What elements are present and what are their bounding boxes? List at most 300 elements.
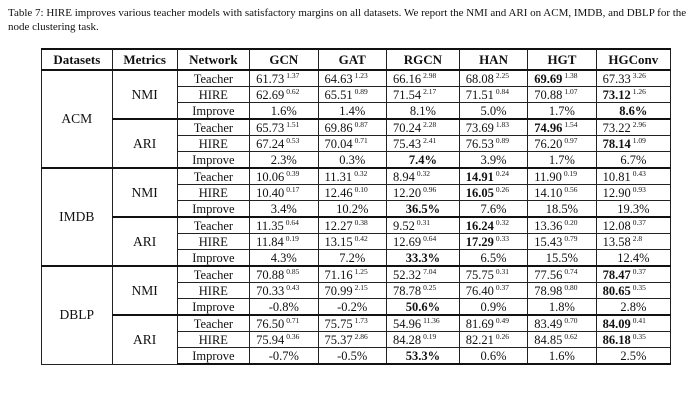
value-text: 65.73 [256, 120, 285, 135]
std-deviation: 0.33 [495, 233, 510, 243]
std-deviation: 1.26 [632, 86, 646, 96]
value-cell [318, 201, 386, 218]
value-cell [250, 168, 318, 185]
value-cell [596, 315, 670, 332]
value-cell [250, 119, 318, 136]
network-name-cell: Teacher [177, 315, 249, 332]
std-deviation: 0.37 [495, 282, 510, 292]
network-name-cell: Improve [177, 201, 249, 218]
column-header: GCN [250, 49, 318, 70]
value-cell [596, 168, 670, 185]
std-deviation: 0.37 [632, 217, 646, 227]
value-text: 64.63 [324, 71, 353, 86]
value-text: -0.7% [268, 348, 299, 363]
value-text: 84.28 [392, 332, 422, 347]
value-cell [459, 152, 527, 169]
network-name-cell: Improve [177, 250, 249, 267]
value-cell [318, 234, 386, 250]
std-deviation: 0.62 [564, 331, 578, 341]
network-name-cell: Improve [177, 299, 249, 316]
value-cell [596, 283, 670, 299]
value-text: 50.6% [405, 299, 441, 314]
value-text: 1.7% [548, 152, 575, 167]
std-deviation: 1.51 [286, 119, 300, 129]
value-text: 1.8% [548, 299, 575, 314]
value-text: 7.6% [480, 201, 507, 216]
value-cell [528, 266, 596, 283]
value-text: 73.69 [465, 120, 494, 135]
value-cell [386, 201, 459, 218]
value-text: 16.24 [465, 218, 494, 233]
dataset-name-cell: ACM [42, 70, 113, 168]
value-text: 8.6% [619, 103, 648, 118]
value-cell [528, 234, 596, 250]
value-text: 52.32 [392, 267, 422, 282]
value-text: 70.88 [534, 87, 563, 102]
std-deviation: 2.25 [495, 70, 510, 80]
value-text: 78.98 [534, 283, 563, 298]
value-text: 12.90 [602, 185, 631, 200]
value-text: 13.15 [324, 234, 353, 249]
network-name-cell: HIRE [177, 332, 249, 348]
value-cell [386, 250, 459, 267]
value-cell [386, 70, 459, 87]
value-text: 76.40 [465, 283, 494, 298]
std-deviation: 0.53 [286, 135, 300, 145]
value-cell [459, 315, 527, 332]
std-deviation: 1.38 [564, 70, 578, 80]
value-text: 4.3% [270, 250, 297, 265]
std-deviation: 1.23 [354, 70, 368, 80]
value-cell [318, 299, 386, 316]
std-deviation: 0.26 [495, 184, 510, 194]
value-text: 0.3% [339, 152, 366, 167]
value-cell [250, 152, 318, 169]
value-cell [318, 168, 386, 185]
std-deviation: 0.64 [423, 233, 437, 243]
value-text: 15.5% [545, 250, 579, 265]
network-name-cell: HIRE [177, 136, 249, 152]
value-cell [318, 315, 386, 332]
std-deviation: 0.79 [564, 233, 578, 243]
value-text: 75.75 [465, 267, 494, 282]
value-text: 33.3% [405, 250, 441, 265]
column-header: Metrics [112, 49, 177, 70]
std-deviation: 0.38 [354, 217, 368, 227]
value-text: 66.16 [392, 71, 422, 86]
std-deviation: 0.49 [495, 315, 510, 325]
value-cell [528, 332, 596, 348]
value-cell [596, 250, 670, 267]
std-deviation: 0.42 [354, 233, 368, 243]
value-cell [318, 283, 386, 299]
std-deviation: 0.74 [564, 266, 578, 276]
std-deviation: 0.64 [285, 217, 299, 227]
metric-name-cell: NMI [112, 266, 177, 315]
value-cell [386, 299, 459, 316]
value-cell [250, 87, 318, 103]
value-cell [386, 217, 459, 234]
value-text: 8.94 [392, 169, 415, 184]
value-text: 36.5% [405, 201, 441, 216]
std-deviation: 0.31 [416, 217, 430, 227]
value-cell [528, 152, 596, 169]
std-deviation: 2.8 [632, 233, 643, 243]
std-deviation: 2.41 [423, 135, 437, 145]
std-deviation: 7.04 [423, 266, 437, 276]
value-cell [596, 217, 670, 234]
value-text: 1.6% [270, 103, 297, 118]
value-cell [459, 234, 527, 250]
value-text: 19.3% [617, 201, 650, 216]
std-deviation: 0.26 [495, 331, 510, 341]
value-text: 83.49 [534, 316, 563, 331]
table-row [42, 217, 671, 234]
value-cell [250, 136, 318, 152]
std-deviation: 0.41 [632, 315, 646, 325]
value-text: 70.04 [324, 136, 353, 151]
value-cell [318, 250, 386, 267]
value-cell [596, 201, 670, 218]
std-deviation: 3.26 [632, 70, 646, 80]
column-header: Network [177, 49, 249, 70]
value-cell [386, 332, 459, 348]
value-cell [528, 250, 596, 267]
std-deviation: 1.09 [632, 135, 646, 145]
value-text: 71.51 [465, 87, 494, 102]
value-text: 53.3% [405, 348, 441, 363]
value-cell [318, 103, 386, 120]
std-deviation: 0.62 [286, 86, 300, 96]
value-cell [318, 70, 386, 87]
value-cell [250, 185, 318, 201]
network-name-cell: Improve [177, 152, 249, 169]
value-text: 12.69 [392, 234, 422, 249]
value-text: 7.2% [339, 250, 366, 265]
value-text: 2.8% [620, 299, 647, 314]
value-cell [250, 283, 318, 299]
value-text: 69.86 [324, 120, 353, 135]
std-deviation: 0.10 [354, 184, 368, 194]
value-text: 12.08 [602, 218, 631, 233]
value-cell [459, 250, 527, 267]
std-deviation: 0.89 [495, 135, 510, 145]
std-deviation: 0.89 [354, 86, 368, 96]
value-cell [386, 315, 459, 332]
value-text: 12.46 [324, 185, 353, 200]
value-text: 73.22 [602, 120, 631, 135]
value-text: 84.85 [534, 332, 563, 347]
value-text: 18.5% [545, 201, 579, 216]
value-cell [528, 87, 596, 103]
network-name-cell: Teacher [177, 70, 249, 87]
std-deviation: 2.15 [354, 282, 368, 292]
value-cell [459, 348, 527, 365]
value-cell [596, 103, 670, 120]
value-text: 1.7% [548, 103, 575, 118]
column-header: HGT [528, 49, 596, 70]
value-cell [250, 70, 318, 87]
std-deviation: 0.97 [564, 135, 578, 145]
value-cell [459, 283, 527, 299]
std-deviation: 0.43 [632, 168, 646, 178]
value-text: 54.96 [392, 316, 422, 331]
value-cell [459, 217, 527, 234]
std-deviation: 0.19 [563, 168, 578, 178]
value-text: 80.65 [602, 283, 631, 298]
value-text: 62.69 [256, 87, 285, 102]
value-text: 75.43 [392, 136, 422, 151]
value-text: 8.1% [409, 103, 436, 118]
network-name-cell: HIRE [177, 234, 249, 250]
value-text: 78.14 [602, 136, 631, 151]
value-text: 14.10 [534, 185, 563, 200]
value-text: 9.52 [392, 218, 415, 233]
value-cell [528, 315, 596, 332]
value-cell [596, 152, 670, 169]
table-caption: Table 7: HIRE improves various teacher models with satisfactory margins on all datasets. We report the NMI and ARI on ACM, IMDB, and DBLP for the node clustering task. [8, 7, 687, 33]
value-cell [596, 70, 670, 87]
metric-name-cell: ARI [112, 315, 177, 364]
value-text: 71.16 [324, 267, 353, 282]
std-deviation: 2.86 [354, 331, 368, 341]
value-cell [528, 299, 596, 316]
value-cell [250, 299, 318, 316]
value-text: 65.51 [324, 87, 353, 102]
value-cell [459, 168, 527, 185]
value-text: 5.0% [480, 103, 507, 118]
metric-name-cell: NMI [112, 70, 177, 119]
value-cell [596, 87, 670, 103]
value-text: 78.47 [602, 267, 631, 282]
std-deviation: 0.43 [286, 282, 300, 292]
std-deviation: 0.35 [632, 331, 646, 341]
std-deviation: 0.32 [416, 168, 430, 178]
value-text: 70.99 [324, 283, 353, 298]
value-cell [596, 348, 670, 365]
value-text: 76.53 [465, 136, 494, 151]
value-cell [318, 87, 386, 103]
table-header-row [42, 49, 671, 70]
value-text: 11.35 [256, 218, 284, 233]
value-text: 10.40 [256, 185, 285, 200]
value-cell [459, 119, 527, 136]
value-text: 61.73 [256, 71, 285, 86]
value-text: 17.29 [465, 234, 494, 249]
value-cell [386, 119, 459, 136]
std-deviation: 2.17 [423, 86, 437, 96]
value-cell [386, 152, 459, 169]
value-cell [318, 136, 386, 152]
value-text: 6.7% [620, 152, 647, 167]
value-cell [459, 332, 527, 348]
value-text: 70.24 [392, 120, 422, 135]
value-cell [318, 185, 386, 201]
value-text: 1.4% [339, 103, 366, 118]
std-deviation: 1.54 [564, 119, 578, 129]
value-cell [528, 168, 596, 185]
value-cell [386, 136, 459, 152]
value-cell [250, 266, 318, 283]
value-cell [386, 168, 459, 185]
value-text: 75.94 [256, 332, 285, 347]
value-cell [528, 70, 596, 87]
std-deviation: 2.98 [423, 70, 437, 80]
value-text: -0.5% [337, 348, 368, 363]
std-deviation: 2.28 [423, 119, 437, 129]
value-text: 68.08 [465, 71, 494, 86]
value-cell [386, 103, 459, 120]
std-deviation: 0.35 [632, 282, 646, 292]
value-cell [318, 348, 386, 365]
value-text: 84.09 [602, 316, 631, 331]
value-text: 78.78 [392, 283, 422, 298]
column-header: Datasets [42, 49, 113, 70]
value-text: 67.33 [602, 71, 631, 86]
value-text: 2.3% [270, 152, 297, 167]
value-cell [528, 119, 596, 136]
value-cell [386, 266, 459, 283]
table-row [42, 315, 671, 332]
value-text: 77.56 [534, 267, 563, 282]
value-cell [250, 332, 318, 348]
std-deviation: 0.70 [564, 315, 578, 325]
value-cell [459, 87, 527, 103]
std-deviation: 0.87 [354, 119, 368, 129]
value-text: 10.06 [256, 169, 285, 184]
value-text: 73.12 [602, 87, 631, 102]
value-cell [250, 315, 318, 332]
value-cell [528, 283, 596, 299]
value-text: 76.50 [256, 316, 285, 331]
value-text: 75.37 [324, 332, 353, 347]
value-cell [250, 234, 318, 250]
value-text: 76.20 [534, 136, 563, 151]
table-row [42, 168, 671, 185]
value-cell [459, 136, 527, 152]
table-row [42, 119, 671, 136]
value-cell [528, 103, 596, 120]
network-name-cell: Teacher [177, 217, 249, 234]
value-cell [386, 87, 459, 103]
value-text: 70.88 [256, 267, 285, 282]
value-cell [386, 348, 459, 365]
value-cell [596, 266, 670, 283]
value-text: 10.2% [336, 201, 369, 216]
value-text: 16.05 [465, 185, 494, 200]
value-text: 86.18 [602, 332, 631, 347]
value-cell [596, 299, 670, 316]
value-text: 11.84 [256, 234, 284, 249]
value-cell [528, 217, 596, 234]
metric-name-cell: NMI [112, 168, 177, 217]
std-deviation: 2.96 [632, 119, 646, 129]
network-name-cell: Teacher [177, 119, 249, 136]
std-deviation: 11.36 [423, 315, 440, 325]
std-deviation: 0.32 [495, 217, 510, 227]
metric-name-cell: ARI [112, 217, 177, 266]
value-text: 3.4% [270, 201, 297, 216]
value-cell [459, 103, 527, 120]
value-cell [528, 201, 596, 218]
network-name-cell: Teacher [177, 168, 249, 185]
value-cell [596, 185, 670, 201]
value-cell [596, 119, 670, 136]
network-name-cell: Teacher [177, 266, 249, 283]
network-name-cell: HIRE [177, 87, 249, 103]
std-deviation: 1.83 [495, 119, 510, 129]
value-text: 10.81 [602, 169, 631, 184]
results-table [41, 48, 671, 365]
value-text: 14.91 [465, 169, 494, 184]
value-text: 7.4% [408, 152, 437, 167]
value-text: 12.27 [324, 218, 353, 233]
value-cell [386, 234, 459, 250]
value-cell [318, 119, 386, 136]
std-deviation: 0.56 [564, 184, 578, 194]
value-text: 0.9% [480, 299, 507, 314]
std-deviation: 0.85 [286, 266, 300, 276]
std-deviation: 1.73 [354, 315, 368, 325]
std-deviation: 0.24 [495, 168, 510, 178]
std-deviation: 0.39 [286, 168, 300, 178]
value-text: 0.6% [480, 348, 507, 363]
value-text: 82.21 [465, 332, 494, 347]
value-text: -0.8% [268, 299, 299, 314]
value-text: 81.69 [465, 316, 494, 331]
std-deviation: 0.19 [423, 331, 437, 341]
dataset-name-cell: DBLP [42, 266, 113, 364]
std-deviation: 0.36 [286, 331, 300, 341]
metric-name-cell: ARI [112, 119, 177, 168]
value-cell [250, 217, 318, 234]
table-row [42, 266, 671, 283]
std-deviation: 1.37 [286, 70, 300, 80]
value-cell [459, 70, 527, 87]
column-header: HAN [459, 49, 527, 70]
value-text: 74.96 [534, 120, 563, 135]
value-cell [459, 201, 527, 218]
std-deviation: 0.25 [423, 282, 437, 292]
std-deviation: 1.25 [354, 266, 368, 276]
value-text: 1.6% [548, 348, 575, 363]
value-text: 75.75 [324, 316, 353, 331]
value-cell [250, 103, 318, 120]
std-deviation: 1.07 [564, 86, 578, 96]
table-body [42, 70, 671, 364]
value-text: 2.5% [620, 348, 647, 363]
value-text: 12.20 [392, 185, 422, 200]
value-text: 12.4% [617, 250, 650, 265]
value-text: 67.24 [256, 136, 285, 151]
value-cell [386, 283, 459, 299]
value-text: 11.90 [534, 169, 562, 184]
value-cell [250, 250, 318, 267]
value-text: 15.43 [534, 234, 563, 249]
value-text: 70.33 [256, 283, 285, 298]
value-cell [596, 136, 670, 152]
value-cell [250, 201, 318, 218]
value-cell [459, 299, 527, 316]
std-deviation: 0.32 [354, 168, 368, 178]
std-deviation: 0.20 [564, 217, 578, 227]
std-deviation: 0.84 [495, 86, 510, 96]
std-deviation: 0.71 [354, 135, 368, 145]
value-text: 13.36 [534, 218, 563, 233]
std-deviation: 0.80 [564, 282, 578, 292]
value-cell [318, 152, 386, 169]
value-cell [318, 217, 386, 234]
